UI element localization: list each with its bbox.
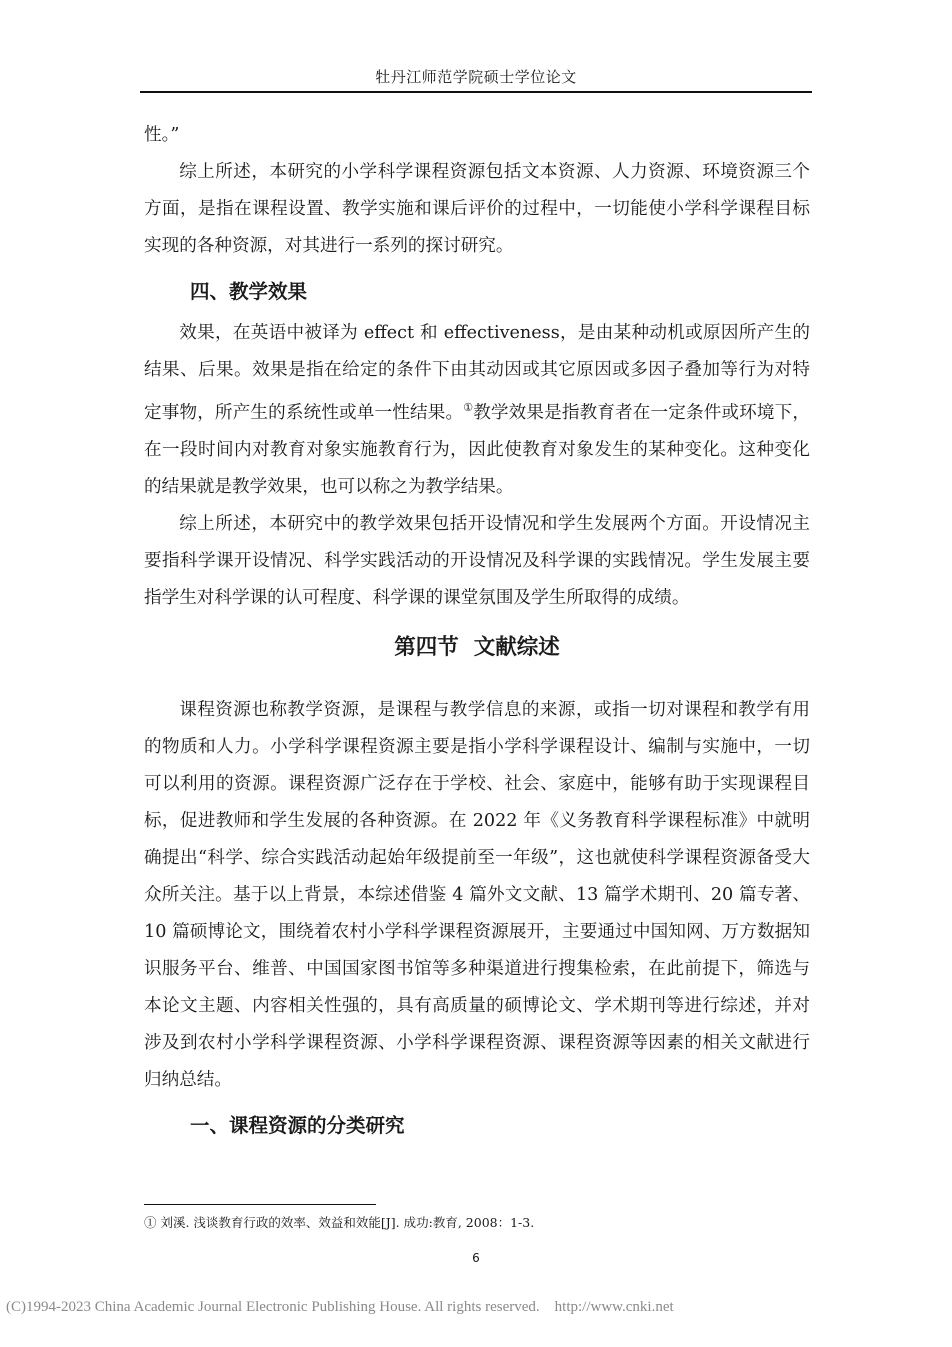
paragraph-summary-effect: 综上所述，本研究中的教学效果包括开设情况和学生发展两个方面。开设情况主要指科学课开设情况、科学实践活动的开设情况及科学课的实践情况。学生发展主要指学生对科学课的认可程度、科学课的课堂氛围及学生所取得的成绩。 xyxy=(144,513,810,608)
running-header: 牡丹江师范学院硕士学位论文 xyxy=(375,68,577,86)
paragraph-effect-definition xyxy=(144,315,810,506)
footnote-rule xyxy=(144,1204,376,1205)
footnote: ① 刘溪. 浅谈教育行政的效率、效益和效能[J]. 成功:教育, 2008：1-3. xyxy=(144,1215,535,1230)
page-number: 6 xyxy=(472,1251,480,1265)
effect-text-part2: 教学效果是指教育者在一定条件或环境下，在一段时间内对教育对象实施教育行为，因此使教育对象发生的某种变化。这种变化的结果就是教学效果，也可以称之为教学结果。 xyxy=(144,402,810,497)
subheading-resource-classification: 一、课程资源的分类研究 xyxy=(190,1113,405,1137)
header-rule xyxy=(140,91,812,93)
paragraph-summary-resources: 综上所述，本研究的小学科学课程资源包括文本资源、人力资源、环境资源三个方面，是指在课程设置、教学实施和课后评价的过程中，一切能使小学科学课程目标实现的各种资源，对其进行一系列的探讨研究。 xyxy=(144,162,810,256)
subheading-teaching-effect: 四、教学效果 xyxy=(190,280,308,303)
paragraph-literature-review: 课程资源也称教学资源，是课程与教学信息的来源，或指一切对课程和教学有用的物质和人力。小学科学课程资源主要是指小学科学课程设计、编制与实施中，一切可以利用的资源。课程资源广泛存在于学校、社会、家庭中，能够有助于实现课程目标，促进教师和学生发展的各种资源。在 2022 年《义务教育科学课程标准》中就明确提出“科学、综合实践活动起始年级提前至一年级”，这也就使科学课程资源备受大众所关注。基于以上背景，本综述借鉴 4 篇外文文献、13 篇学术期刊、20 篇专著、10 篇硕博论文，围绕着农村小学科学课程资源展开，主要通过中国知网、万方数据知识服务平台、维普、中国国家图书馆等多种渠道进行搜集检索，在此前提下，筛选与本论文主题、内容相关性强的，具有高质量的硕博论文、学术期刊等进行综述，并对涉及到农村小学科学课程资源、小学科学课程资源、课程资源等因素的相关文献进行归纳总结。 xyxy=(144,699,810,1090)
copyright-watermark: (C)1994-2023 China Academic Journal Electronic Publishing House. All rights reserved. http://www.cnki.net xyxy=(6,1299,674,1315)
page-body xyxy=(144,117,810,1149)
footnote-marker: ① xyxy=(463,401,474,414)
section-title: 第四节 文献综述 xyxy=(394,634,560,660)
effect-text-part1: 效果，在英语中被译为 effect 和 effectiveness，是由某种动机或原因所产生的结果、后果。效果是指在给定的条件下由其动因或其它原因或多因子叠加等行为对特定事物，所产生的系统性或单一性结果。 xyxy=(144,323,810,423)
paragraph-continued: 性。” xyxy=(144,125,180,145)
